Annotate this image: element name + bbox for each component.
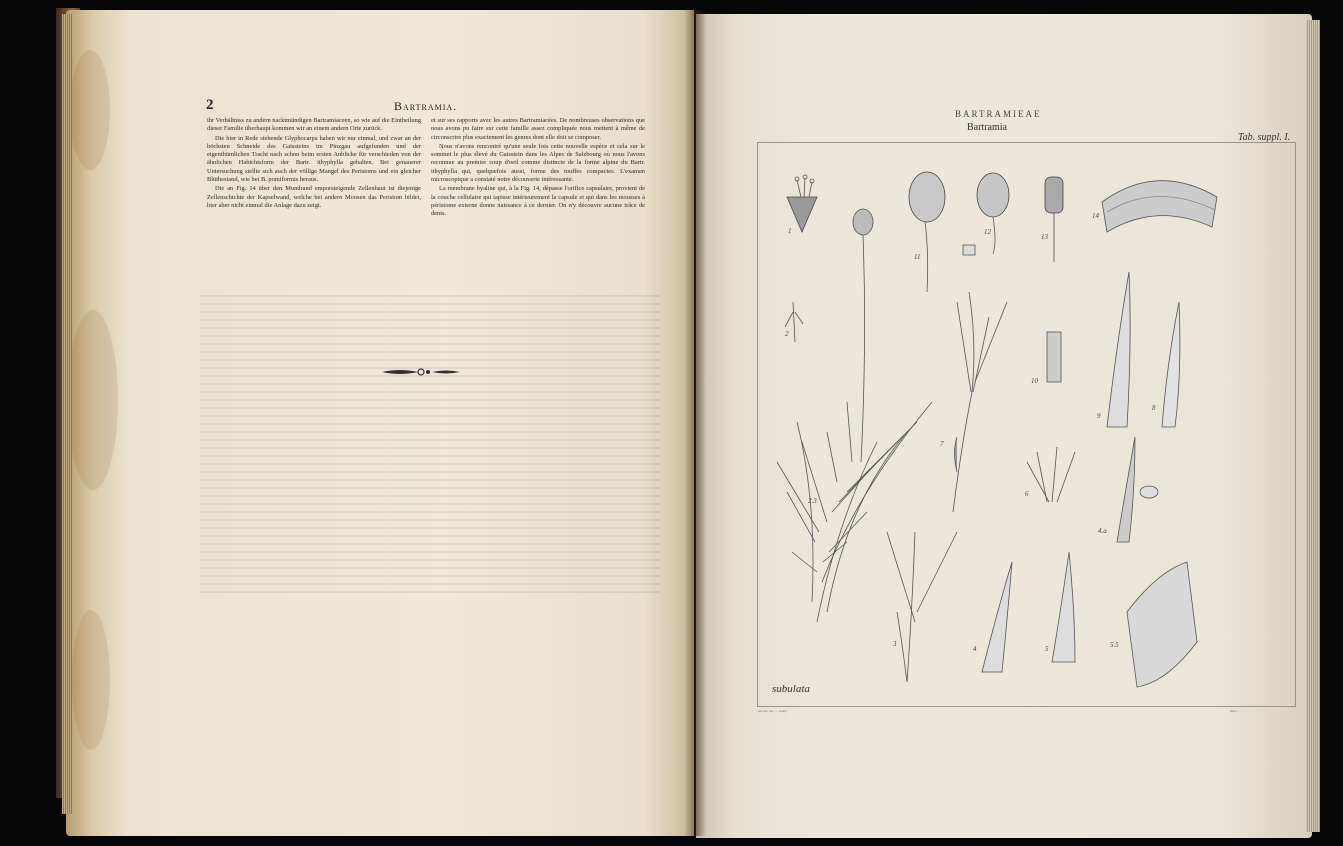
figure-label: 2.3: [808, 497, 817, 505]
printer-credit: Impr. ...: [1230, 709, 1241, 713]
figure-label: 6: [1025, 490, 1029, 498]
figure-label: 1: [788, 227, 792, 235]
figure-label: 3: [893, 640, 897, 648]
figure-11-drawing: [909, 172, 945, 292]
left-page-edges: [62, 14, 72, 814]
main-plant-tuft: [777, 402, 932, 622]
figure-12-drawing: [977, 173, 1009, 254]
plate-family-title: BARTRAMIEAE: [955, 109, 1042, 119]
figure-1-drawing: [787, 175, 817, 232]
ornament-divider: [380, 366, 462, 378]
engraver-credit: Ad nat. del. ... sculp.: [758, 709, 787, 713]
figure-label: 7: [940, 440, 944, 448]
plate-tab-label: Tab. suppl. I.: [1238, 132, 1291, 143]
figure-label: 2: [785, 330, 789, 338]
french-column: [431, 117, 645, 220]
figure-label: 4.a: [1098, 527, 1107, 535]
right-page-edges: [1306, 20, 1320, 832]
figure-14-drawing: [1102, 181, 1217, 232]
figure-label: 10: [1031, 377, 1038, 385]
plate-genus-title: Bartramia: [967, 122, 1007, 133]
page-number: 2: [206, 97, 214, 113]
german-column: [207, 117, 421, 211]
show-through-text: [200, 295, 660, 595]
figure-6-drawing: [1027, 447, 1075, 502]
figure-label: 4: [973, 645, 977, 653]
figure-7-drawing: [953, 292, 1007, 512]
figure-5-drawing: [1052, 552, 1075, 662]
german-paragraph: ihr Verhältniss zu andern nacktmündigen Bartramiaceen, so wie auf die Eintheilung dieser Familie überhaupt kommen wir an einem andern Orte zurück.: [207, 117, 421, 133]
figure-4a-drawing: [1117, 437, 1135, 542]
figure-5-5-drawing: [1127, 562, 1197, 687]
figure-10-drawing: [1047, 332, 1061, 382]
figure-label: 14: [1092, 212, 1099, 220]
figure-label: 11: [914, 253, 921, 261]
running-head: Bartramia.: [394, 99, 458, 113]
german-paragraph: Die an Fig. 14 über den Mundrand emporsteigende Zellenhaut ist diejenige Zellenschichte der Kapselwand, welche bei andern Moosen das Peristom bildet, hier aber nicht einmal die Anlage dazu zeigt.: [207, 185, 421, 209]
capsule-figure: [853, 209, 873, 462]
figure-label: 8: [1152, 404, 1156, 412]
figure-label: 13: [1041, 233, 1048, 241]
species-caption: subulata: [772, 683, 810, 695]
figure-label: 5.5: [1110, 641, 1119, 649]
figure-4-drawing: [982, 562, 1012, 672]
figure-3-drawing: [887, 532, 957, 682]
figure-13-drawing: [1045, 177, 1063, 262]
german-paragraph: Die hier in Rede stehende Glyphocarpa haben wir nur einmal, und zwar an der höchsten Schneide des Gaissteins im Pinzgau aufgefunden und der eigenthümlichen Tracht nach schon beim ersten Anblicke für verschieden von der ähnlichen Habichtsform der Bartr. ithyphylla gehalten. Bei genauerer Untersuchung stellte sich auch der völlige Mangel des Peristoms und ein gleicher Blüthestand, wie bei B. pomiformis heraus.: [207, 134, 421, 184]
french-paragraph: La membrane hyaline qui, à la Fig. 14, dépasse l'orifice capsulaire, provient de la couche cellulaire qui tapisse intérieurement la capsule et qui dans les mousses à péristome externe donne naissance à ce dernier. On n'y découvre aucune trâce de dents.: [431, 185, 645, 218]
figure-9-drawing: [1107, 272, 1130, 427]
botanical-illustration: [757, 142, 1294, 705]
figure-label: 5: [1045, 645, 1049, 653]
figure-label: 9: [1097, 412, 1101, 420]
figure-label: 12: [984, 228, 991, 236]
figure-8-drawing: [1162, 302, 1180, 427]
french-paragraph: et sur ses rapports avec les autres Bartramiacées. De nombreuses observations que nous avons pu faire sur cette famille assez compliquée nous mettent à même de circonscrire plus exactement les genres dont elle doit se composer.: [431, 117, 645, 141]
french-paragraph: Nous n'avons rencontré qu'une seule fois cette nouvelle espèce et cela sur le sommet le plus élevé du Gaisstein dans les Alpes de Salzbourg où nous l'avons reconnue au premier coup d'oeil comme distincte de la forme alpine du Bartr. ithyphylla qui, quelquefois aussi, forme des touffes compactes. L'examen microscopique a constaté notre découverte intéressante.: [431, 142, 645, 184]
book-gutter: [684, 10, 706, 836]
